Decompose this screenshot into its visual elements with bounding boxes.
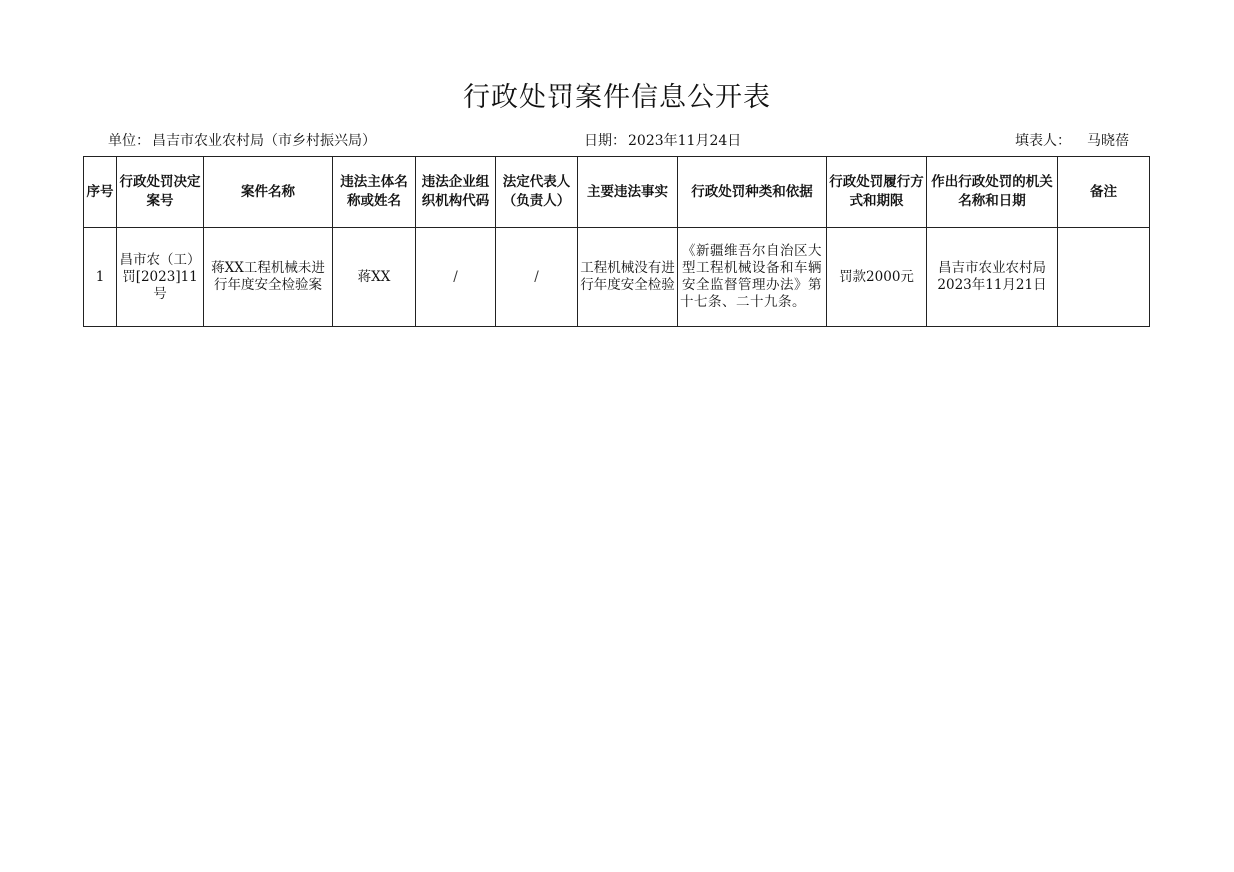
date-label: 日期： (584, 133, 626, 149)
cell-authority-date: 昌吉市农业农村局2023年11月21日 (927, 228, 1058, 327)
cell-subject: 蒋XX (333, 228, 416, 327)
cell-facts: 工程机械没有进行年度安全检验 (578, 228, 678, 327)
header-decision-no: 行政处罚决定案号 (117, 157, 204, 228)
cell-decision-no: 昌市农（工）罚[2023]11号 (117, 228, 204, 327)
unit-value: 昌吉市农业农村局（市乡村振兴局） (152, 133, 376, 149)
header-case-name: 案件名称 (204, 157, 333, 228)
filler-value: 马晓蓓 (1087, 133, 1129, 149)
cell-seq: 1 (84, 228, 117, 327)
header-seq: 序号 (84, 157, 117, 228)
date-info (584, 131, 741, 151)
table-row (84, 228, 1150, 327)
table-header-row (84, 157, 1150, 228)
header-subject: 违法主体名称或姓名 (333, 157, 416, 228)
unit-label: 单位： (108, 133, 150, 149)
cell-penalty-basis: 《新疆维吾尔自治区大型工程机械设备和车辆安全监督管理办法》第十七条、二十九条。 (678, 228, 827, 327)
header-execution: 行政处罚履行方式和期限 (827, 157, 927, 228)
header-facts: 主要违法事实 (578, 157, 678, 228)
unit-info (108, 131, 376, 151)
header-org-code: 违法企业组织机构代码 (416, 157, 496, 228)
cell-case-name: 蒋XX工程机械未进行年度安全检验案 (204, 228, 333, 327)
date-value: 2023年11月24日 (628, 133, 742, 149)
header-remarks: 备注 (1058, 157, 1150, 228)
cell-execution: 罚款2000元 (827, 228, 927, 327)
header-authority-date: 作出行政处罚的机关名称和日期 (927, 157, 1058, 228)
document-title: 行政处罚案件信息公开表 (463, 82, 771, 113)
cell-org-code: / (416, 228, 496, 327)
header-legal-rep: 法定代表人（负责人） (496, 157, 578, 228)
filler-label: 填表人： (1015, 133, 1071, 149)
cell-remarks (1058, 228, 1150, 327)
filler-info (1015, 131, 1129, 151)
cell-legal-rep: / (496, 228, 578, 327)
penalty-cases-table (83, 156, 1150, 327)
header-penalty-basis: 行政处罚种类和依据 (678, 157, 827, 228)
